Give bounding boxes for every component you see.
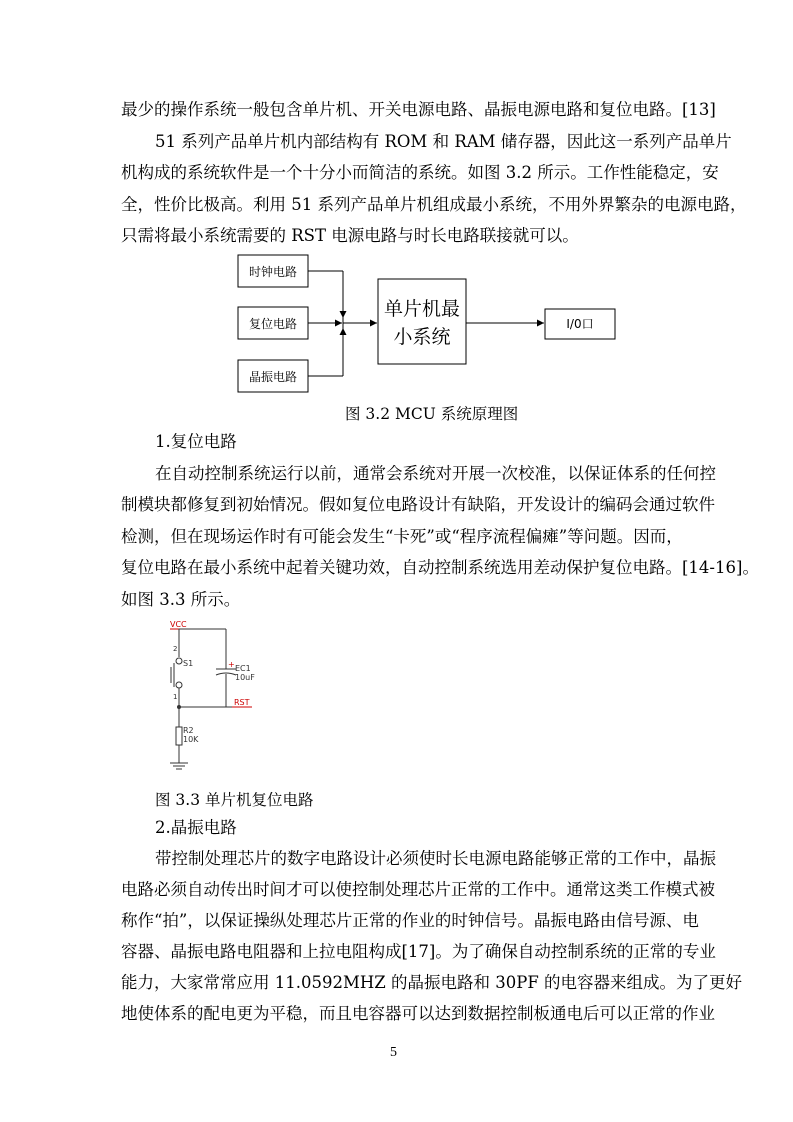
mcu-label-line1: 单片机最 <box>383 298 461 320</box>
text-line: 复位电路在最小系统中起着关键功效，自动控制系统选用差动保护复位电路。[14-16]。 <box>121 558 759 577</box>
text-line: 最少的操作系统一般包含单片机、开关电源电路、晶振电源电路和复位电路。[13] <box>121 100 716 119</box>
capacitor-value-label: 10uF <box>235 673 255 682</box>
capacitor-plus-label: + <box>228 660 235 669</box>
text-line: 能力，大家常常应用 11.0592MHZ 的晶振电路和 30PF 的电容器来组成。为了更好 <box>121 973 743 992</box>
text-line: 51 系列产品单片机内部结构有 ROM 和 RAM 储存器，因此这一系列产品单片 <box>155 132 732 151</box>
resistor-r2-label: R2 <box>183 726 194 735</box>
text-line: 称作“拍”，以保证操纵处理芯片正常的作业的时钟信号。晶振电路由信号源、电 <box>121 911 699 930</box>
resistor-value-label: 10K <box>183 735 199 744</box>
clock-circuit-label: 时钟电路 <box>248 265 298 279</box>
reset-circuit-schematic <box>160 617 270 777</box>
text-line: 检测，但在现场运作时有可能会发生“卡死”或“程序流程偏瘫”等问题。因而， <box>121 527 683 546</box>
crystal-circuit-label: 晶振电路 <box>248 370 298 384</box>
switch-s1-label: S1 <box>183 659 194 668</box>
text-line: 制模块都修复到初始情况。假如复位电路设计有缺陷，开发设计的编码会通过软件 <box>121 495 715 514</box>
vcc-label: VCC <box>170 620 187 629</box>
switch-pin2-label: 2 <box>173 645 178 653</box>
mcu-label-line2: 小系统 <box>393 326 451 348</box>
text-line: 电路必须自动传出时间才可以使控制处理芯片正常的工作中。通常这类工作模式被 <box>121 880 715 899</box>
text-line: 如图 3.3 所示。 <box>121 590 241 609</box>
mcu-block-diagram <box>230 252 630 397</box>
text-line: 全，性价比极高。利用 51 系列产品单片机组成最小系统，不用外界繁杂的电源电路， <box>121 195 747 214</box>
capacitor-ec1-label: EC1 <box>235 664 251 673</box>
reset-circuit-label: 复位电路 <box>248 317 298 331</box>
text-line: 只需将最小系统需要的 RST 电源电路与时长电路联接就可以。 <box>121 226 579 245</box>
mcu-min-system-box <box>378 279 466 364</box>
section-1-heading: 1.复位电路 <box>155 432 237 451</box>
switch-pin1-label: 1 <box>173 693 178 701</box>
rst-label: RST <box>234 698 250 707</box>
figure-3-2-caption: 图 3.2 MCU 系统原理图 <box>345 405 519 423</box>
io-port-label: I/0口 <box>566 317 594 331</box>
section-2-heading: 2.晶振电路 <box>155 818 237 837</box>
page-number: 5 <box>390 1045 397 1060</box>
text-line: 在自动控制系统运行以前，通常会系统对开展一次校准，以保证体系的任何控 <box>155 464 716 483</box>
text-line: 地使体系的配电更为平稳，而且电容器可以达到数据控制板通电后可以正常的作业 <box>121 1004 715 1023</box>
text-line: 容器、晶振电路电阻器和上拉电阻构成[17]。为了确保自动控制系统的正常的专业 <box>121 942 716 961</box>
figure-3-3-caption: 图 3.3 单片机复位电路 <box>155 791 314 809</box>
text-line: 机构成的系统软件是一个十分小而简洁的系统。如图 3.2 所示。工作性能稳定，安 <box>121 163 719 182</box>
text-line: 带控制处理芯片的数字电路设计必须使时长电源电路能够正常的工作中，晶振 <box>155 849 716 868</box>
